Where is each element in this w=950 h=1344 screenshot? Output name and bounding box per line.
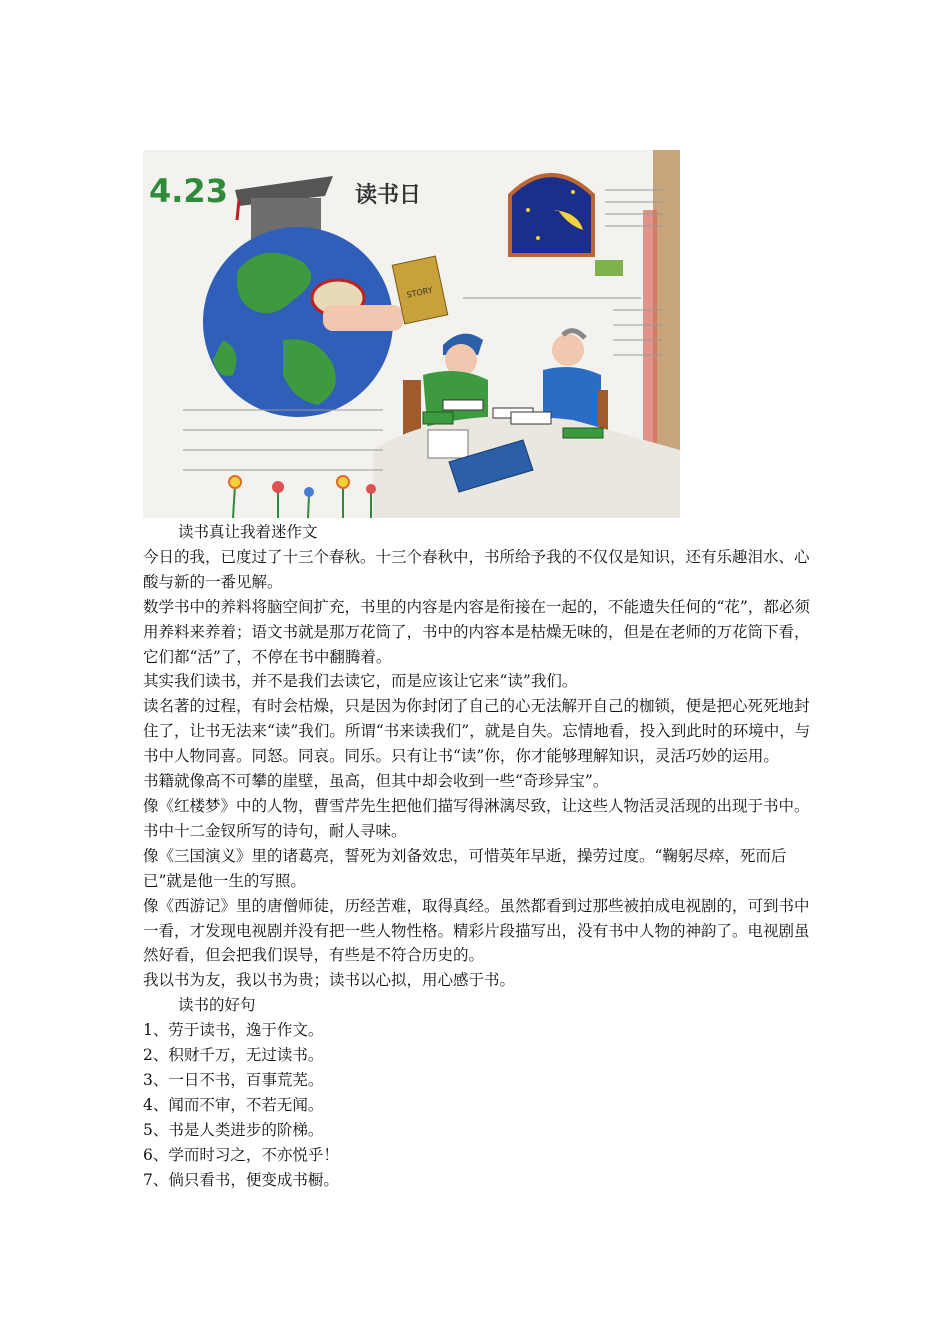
quote-item: 7、倘只看书，便变成书橱。 [143,1170,339,1189]
poster-title: 读书日 [355,183,422,208]
poster-date: 4.23 [149,172,228,210]
book-cover-text: STORY [405,285,434,300]
quote-item: 6、学而时习之，不亦悦乎！ [143,1145,339,1164]
essay-paragraph: 像《西游记》里的唐僧师徒，历经苦难，取得真经。虽然都看到过那些被拍成电视剧的，可到书中一看，才发现电视剧并没有把一些人物性格。精彩片段描写出，没有书中人物的神韵了。电视剧虽然好看，但会把我们误导，有些是不符合历史的。 [143,896,810,965]
quote-item: 1、劳于读书，逸于作文。 [143,1021,324,1040]
reading-day-poster [143,150,680,518]
essay-paragraph: 数学书中的养料将脑空间扩充，书里的内容是内容是衔接在一起的，不能遗失任何的“花”，都必须用养料来养着；语文书就是那万花筒了，书中的内容本是枯燥无味的，但是在老师的万花筒下看，它们都“活”了，不停在书中翻腾着。 [143,597,810,666]
essay-paragraph: 像《三国演义》里的诸葛亮，誓死为刘备效忠，可惜英年早逝，操劳过度。“鞠躬尽瘁，死而后已”就是他一生的写照。 [143,846,787,890]
quote-item: 5、书是人类进步的阶梯。 [143,1120,324,1139]
essay-title: 读书真让我着迷作文 [178,523,318,541]
essay-paragraph: 读名著的过程，有时会枯燥，只是因为你封闭了自己的心无法解开自己的枷锁，便是把心死死地封住了，让书无法来“读”我们。所谓“书来读我们”，就是自失。忘情地看，投入到此时的环境中，与书中人物同喜。同怒。同哀。同乐。只有让书“读”你，你才能够理解知识，灵活巧妙的运用。 [143,697,811,766]
essay-paragraph: 像《红楼梦》中的人物，曹雪芹先生把他们描写得淋漓尽致，让这些人物活灵活现的出现于书中。书中十二金钗所写的诗句，耐人寻味。 [143,796,810,840]
article-body [143,520,811,1192]
quote-item: 2、积财千万，无过读书。 [143,1046,324,1065]
quotes-title: 读书的好句 [178,996,256,1015]
quote-item: 3、一日不书，百事荒芜。 [143,1070,324,1089]
essay-paragraph: 其实我们读书，并不是我们去读它，而是应该让它来“读”我们。 [143,672,578,691]
essay-paragraph: 我以书为友，我以书为贵；读书以心拟，用心感于书。 [143,971,516,990]
essay-paragraph: 今日的我，已度过了十三个春秋。十三个春秋中，书所给予我的不仅仅是知识，还有乐趣泪水、心酸与新的一番见解。 [143,547,810,591]
quote-item: 4、闻而不审，不若无闻。 [143,1095,324,1114]
essay-paragraph: 书籍就像高不可攀的崖壁，虽高，但其中却会收到一些“奇珍异宝”。 [143,772,609,791]
